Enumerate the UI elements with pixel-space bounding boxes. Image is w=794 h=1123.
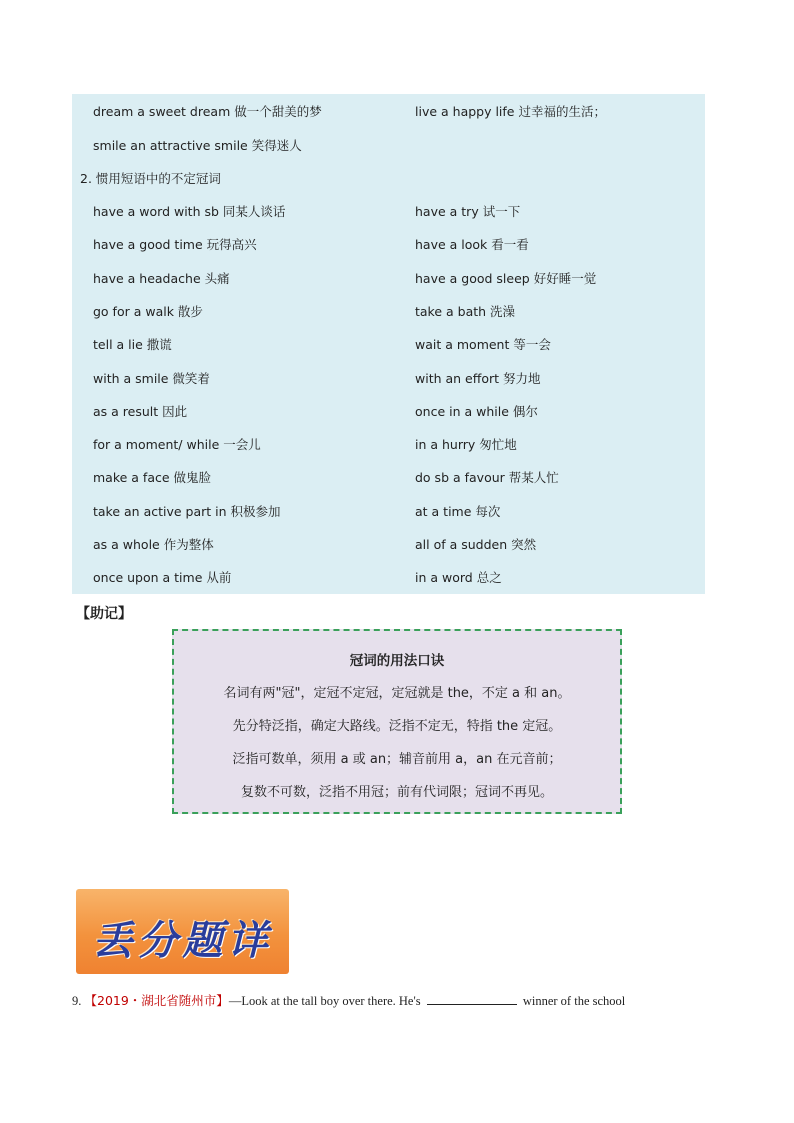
phrase-right: take a bath 洗澡 [415,304,516,319]
mnemonic-line: 泛指可数单，须用 a 或 an；辅音前用 a，an 在元音前； [232,752,562,767]
mnemonic-line: 先分特泛指，确定大路线。泛指不定无，特指 the 定冠。 [232,719,562,734]
phrase-left: make a face 做鬼脸 [93,470,212,485]
phrase-right: in a word 总之 [415,570,502,585]
phrase-right: in a hurry 匆忙地 [415,437,517,452]
phrase-left: have a good time 玩得高兴 [93,237,257,252]
phrase-left: as a result 因此 [93,404,188,419]
phrase-left: go for a walk 散步 [93,304,203,319]
phrase-left: tell a lie 撒谎 [93,337,172,352]
phrase-right: do sb a favour 帮某人忙 [415,470,559,485]
phrase-right: have a look 看一看 [415,237,529,252]
question-text: —Look at the tall boy over there. He's [228,994,421,1008]
question-9 [72,991,625,1009]
phrase-right: at a time 每次 [415,504,501,519]
phrase-left: for a moment/ while 一会儿 [93,437,261,452]
mnemonic-line: 复数不可数，泛指不用冠；前有代词限；冠词不再见。 [240,785,553,800]
answer-blank[interactable] [427,993,517,1005]
phrase-right: have a try 试一下 [415,204,521,219]
section-banner [76,889,289,974]
section-heading: 2. 惯用短语中的不定冠词 [80,171,221,186]
question-source: 【2019・湖北省随州市】 [84,993,229,1008]
mnemonic-line: 名词有两"冠"，定冠不定冠，定冠就是 the，不定 a 和 an。 [223,686,571,701]
banner-title: 丢分题详 [92,917,273,964]
phrase-right: wait a moment 等一会 [415,337,551,352]
phrase-left: have a word with sb 同某人谈话 [93,204,286,219]
phrase-right: live a happy life 过幸福的生活； [415,104,606,119]
phrase-left: take an active part in 积极参加 [93,504,281,519]
phrase-right: once in a while 偶尔 [415,404,538,419]
mnemonic-title: 冠词的用法口诀 [349,653,445,669]
phrase-right: with an effort 努力地 [415,371,541,386]
phrase-left: have a headache 头痛 [93,271,230,286]
phrase-right: all of a sudden 突然 [415,537,537,552]
phrase-left: with a smile 微笑着 [93,371,210,386]
question-number: 9. [72,994,82,1008]
mnemonic-label: 【助记】 [76,606,132,622]
question-text-after: winner of the school [522,994,626,1008]
phrase-left: dream a sweet dream 做一个甜美的梦 [93,104,322,119]
phrase-left: as a whole 作为整体 [93,537,214,552]
mnemonic-box [172,629,622,814]
phrase-left: smile an attractive smile 笑得迷人 [93,138,302,153]
phrase-left: once upon a time 从前 [93,570,232,585]
phrase-right: have a good sleep 好好睡一觉 [415,271,597,286]
